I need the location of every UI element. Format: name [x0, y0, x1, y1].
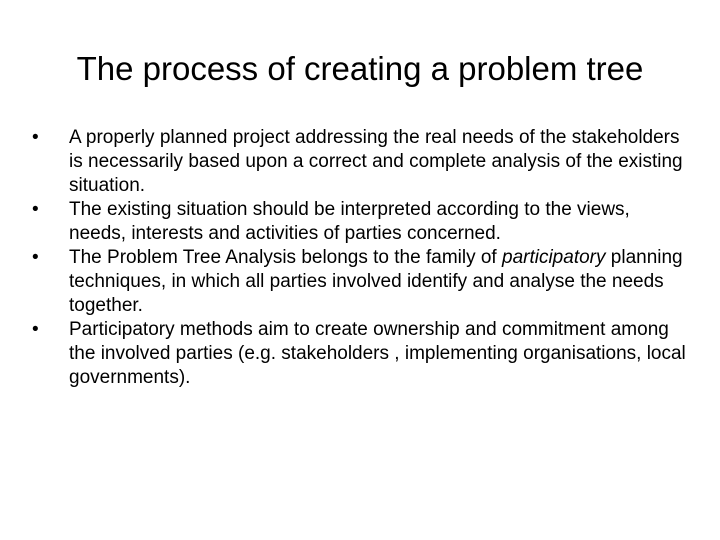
bullet-item-existing-situation	[30, 198, 690, 246]
bullet-text	[69, 247, 683, 316]
bullet-list	[30, 126, 690, 390]
bullet-text-end: planning techniques, in which all parties involved identify and analyse the needs together.	[69, 247, 683, 316]
bullet-text: Participatory methods aim to create ownership and commitment among the involved parties (e.g. stakeholders , implementing organisations, local governments).	[69, 319, 686, 388]
bullet-text: A properly planned project addressing the real needs of the stakeholders is necessarily based upon a correct and complete analysis of the existing situation.	[69, 127, 683, 196]
emphasis-participatory: participatory	[502, 247, 606, 268]
bullet-item-participatory-methods	[30, 318, 690, 390]
bullet-icon: •	[32, 199, 39, 220]
bullet-text: The existing situation should be interpreted according to the views, needs, interests and activities of parties concerned.	[69, 199, 630, 244]
bullet-item-problem-tree-analysis	[30, 246, 690, 318]
bullet-item-project-analysis	[30, 126, 690, 198]
bullet-icon: •	[32, 127, 39, 148]
bullet-icon: •	[32, 319, 39, 340]
bullet-text-start: The Problem Tree Analysis belongs to the family of	[69, 247, 502, 268]
slide-title: The process of creating a problem tree	[76, 50, 644, 87]
bullet-icon: •	[32, 247, 39, 268]
